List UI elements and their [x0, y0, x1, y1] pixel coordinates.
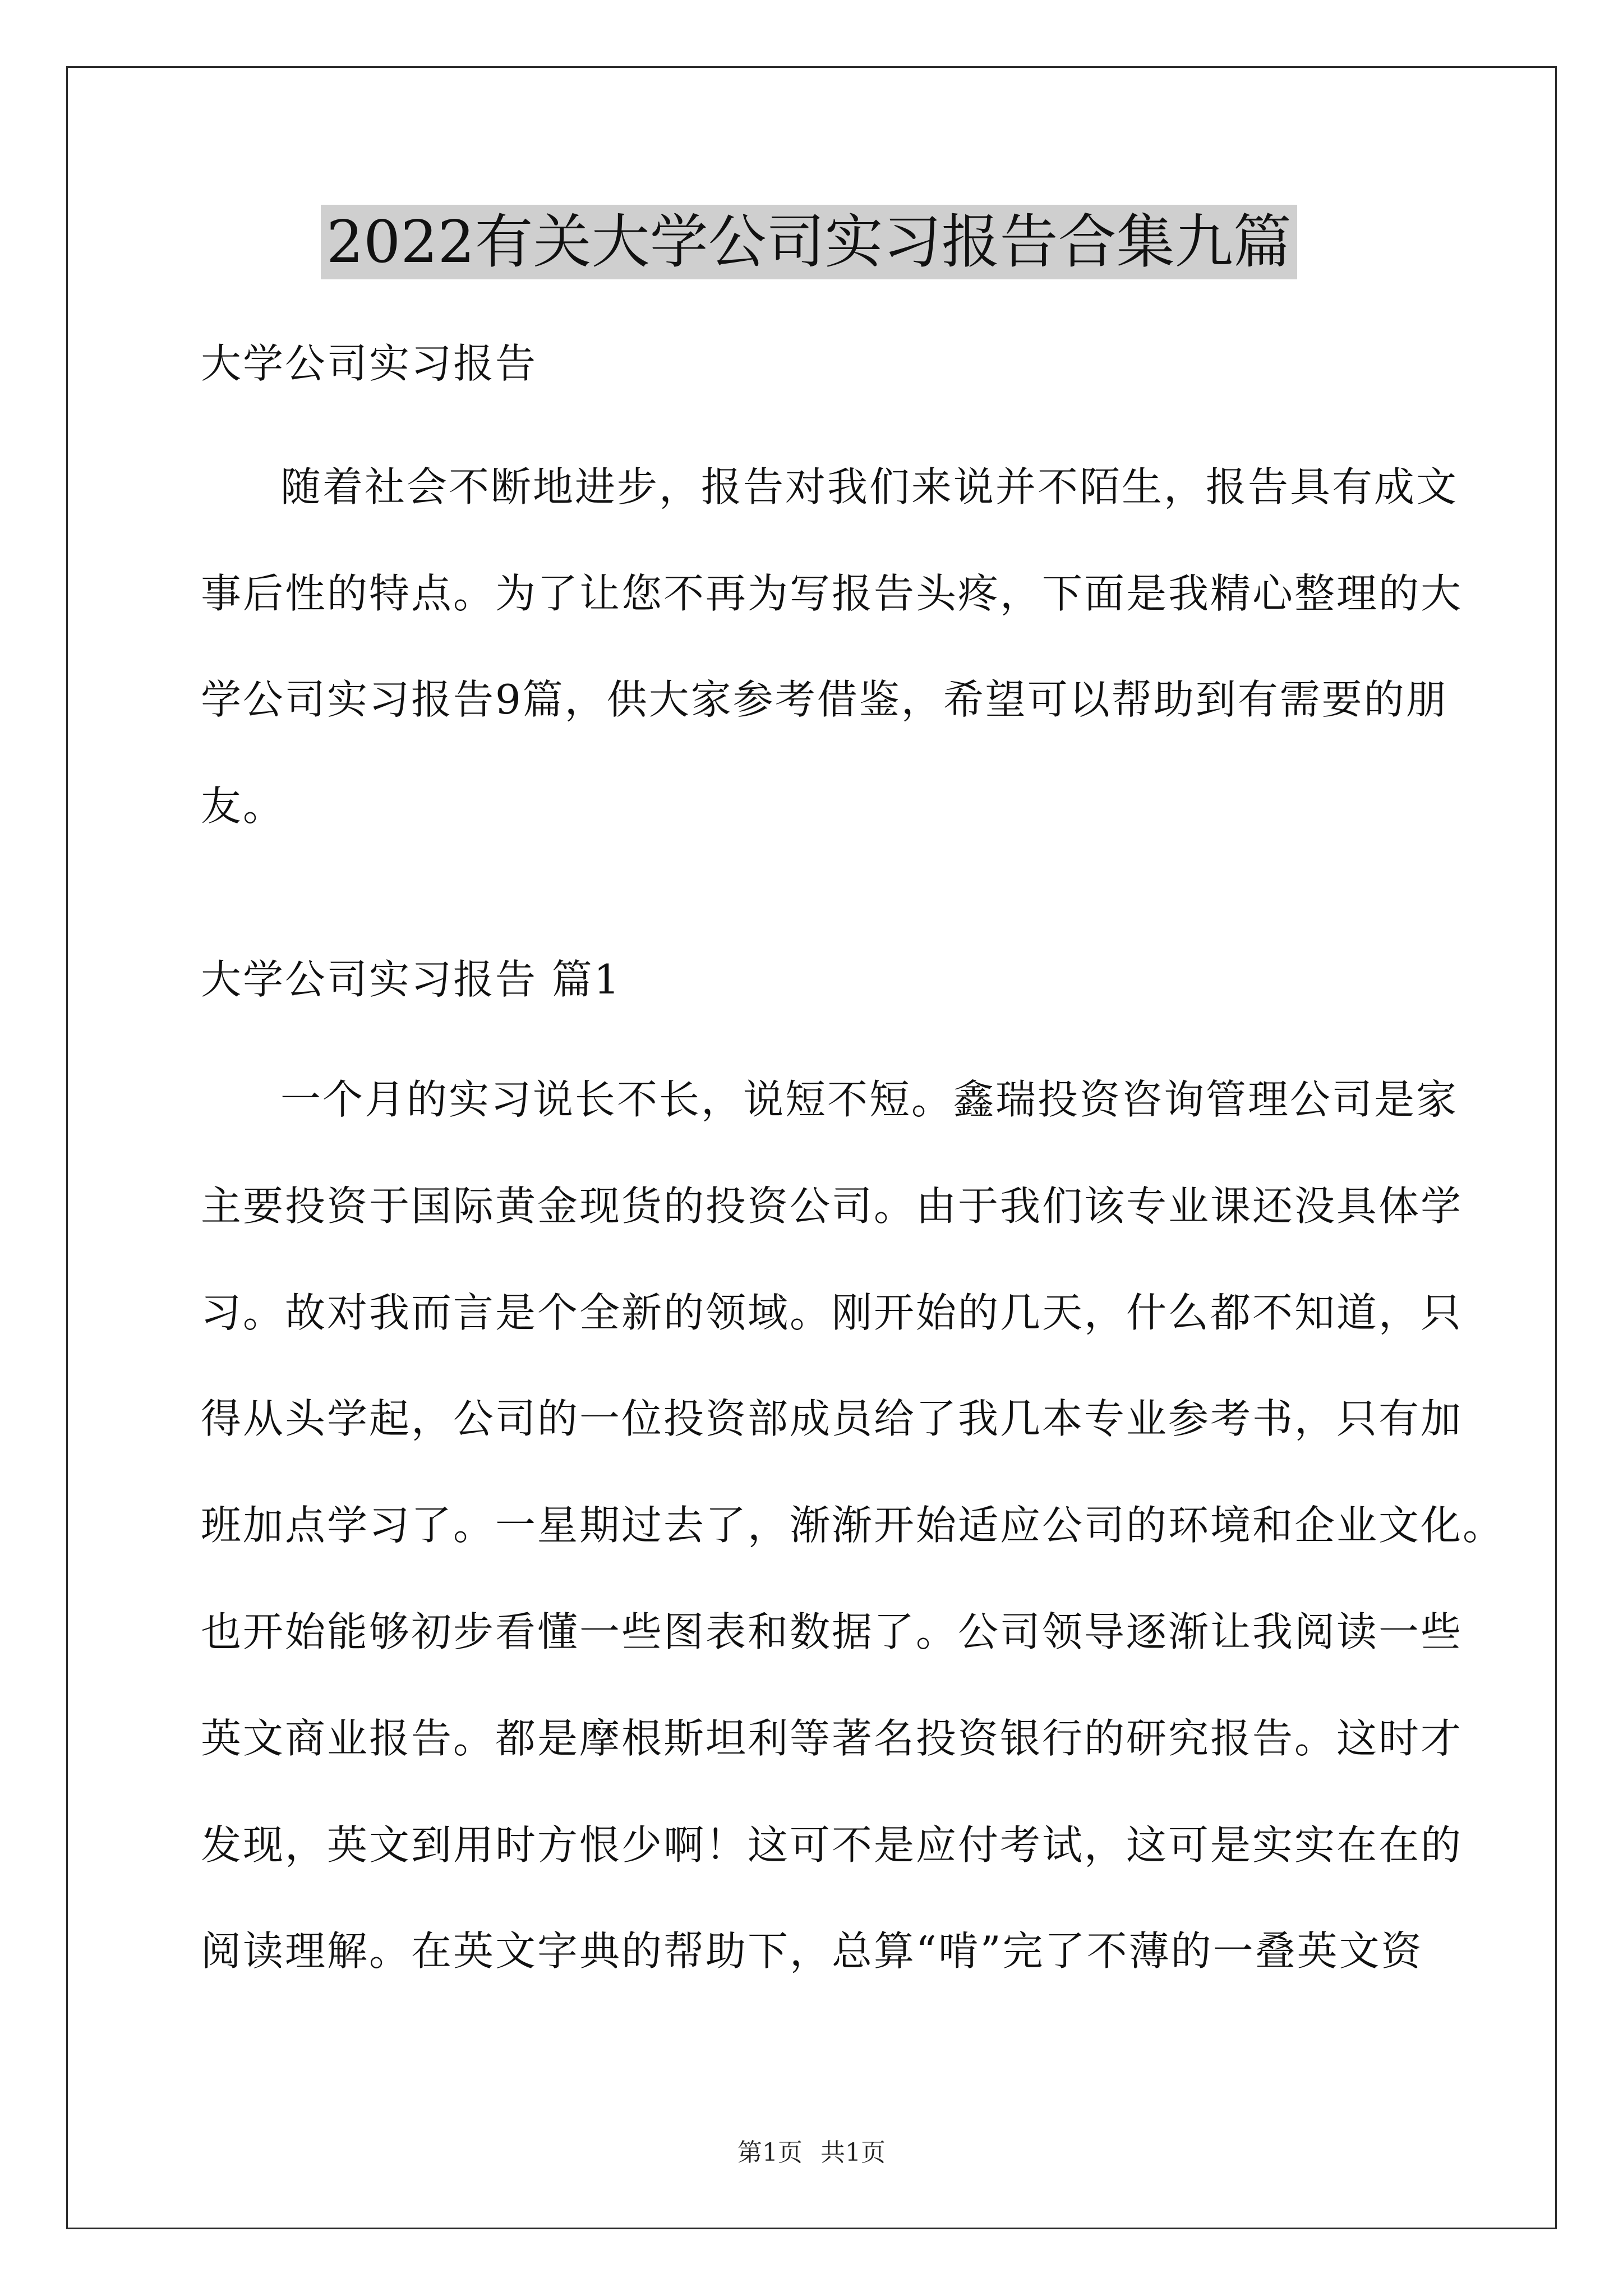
- paragraph-line: 主要投资于国际黄金现货的投资公司。由于我们该专业课还没具体学: [201, 1182, 1463, 1230]
- paragraph-line: 发现，英文到用时方恨少啊！这可不是应付考试，这可是实实在在的: [201, 1821, 1463, 1869]
- section-heading: 大学公司实习报告 篇1: [201, 956, 621, 1003]
- intro-heading: 大学公司实习报告: [201, 340, 538, 387]
- intro-line: 随着社会不断地进步，报告对我们来说并不陌生，报告具有成文: [280, 463, 1459, 510]
- paragraph-line: 一个月的实习说长不长，说短不短。鑫瑞投资咨询管理公司是家: [280, 1076, 1459, 1123]
- document-title: 2022有关大学公司实习报告合集九篇: [321, 205, 1297, 279]
- paragraph-line: 阅读理解。在英文字典的帮助下，总算“啃”完了不薄的一叠英文资: [201, 1927, 1423, 1975]
- intro-line: 事后性的特点。为了让您不再为写报告头疼，下面是我精心整理的大: [201, 570, 1463, 617]
- paragraph-line: 得从头学起，公司的一位投资部成员给了我几本专业参考书，只有加: [201, 1395, 1463, 1442]
- intro-line: 学公司实习报告9篇，供大家参考借鉴，希望可以帮助到有需要的朋: [201, 676, 1448, 723]
- paragraph-line: 英文商业报告。都是摩根斯坦利等著名投资银行的研究报告。这时才: [201, 1715, 1463, 1762]
- intro-line: 友。: [201, 783, 285, 830]
- paragraph-line: 也开始能够初步看懂一些图表和数据了。公司领导逐渐让我阅读一些: [201, 1608, 1463, 1655]
- paragraph-line: 习。故对我而言是个全新的领域。刚开始的几天，什么都不知道，只: [201, 1289, 1463, 1336]
- page-total: 共1页: [820, 2138, 886, 2167]
- page-number: 第1页: [737, 2138, 803, 2167]
- paragraph-line: 班加点学习了。一星期过去了，渐渐开始适应公司的环境和企业文化。: [201, 1502, 1505, 1549]
- page-footer: [0, 2136, 1623, 2170]
